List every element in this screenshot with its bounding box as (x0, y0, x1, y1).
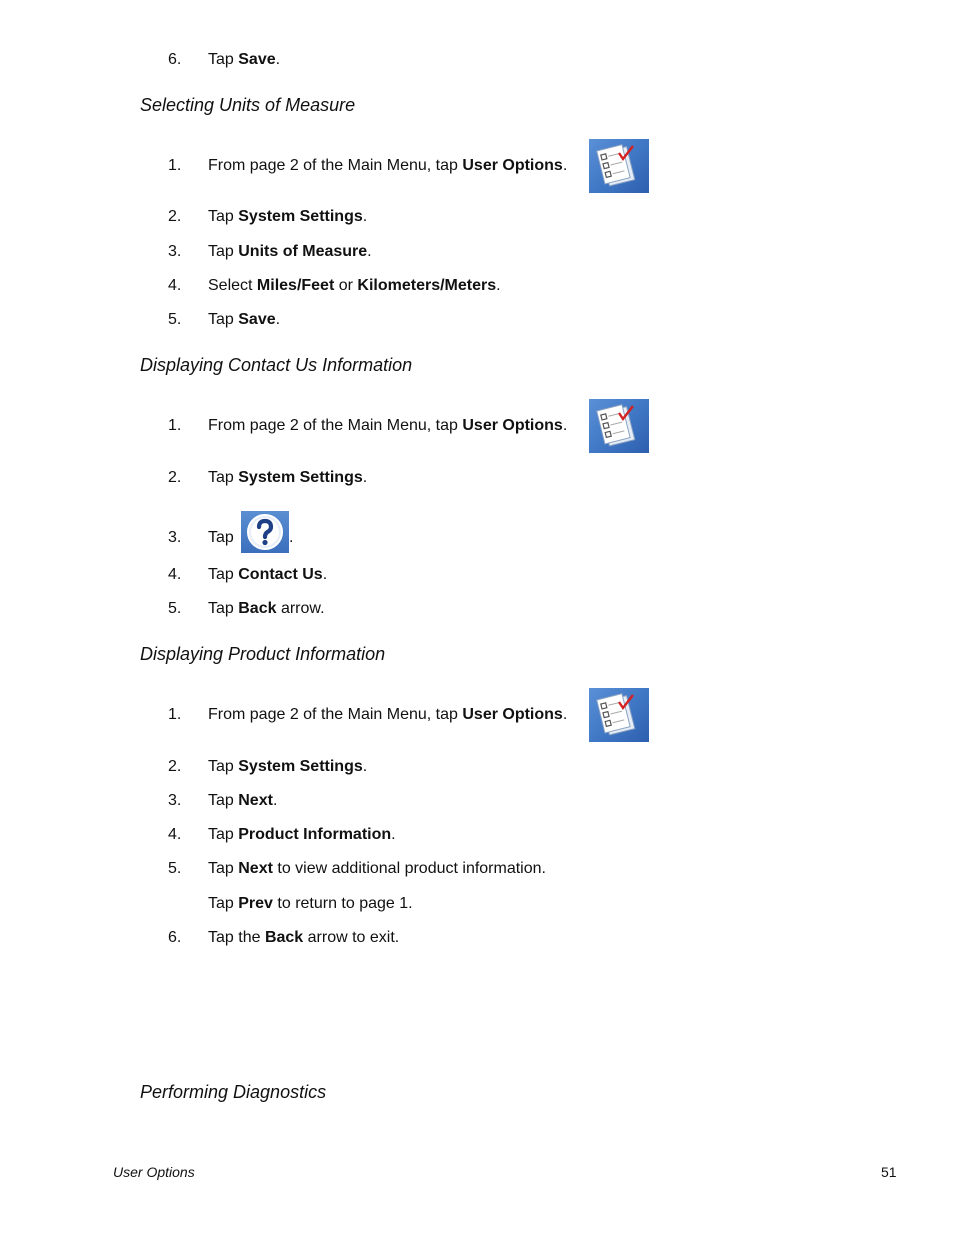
step-number: 4. (168, 277, 182, 294)
step-text: Tap Next to view additional product information. (208, 860, 546, 877)
step-text: Tap System Settings. (208, 469, 368, 486)
step-number: 3. (168, 792, 182, 809)
step-number: 5. (168, 311, 182, 328)
step-number: 1. (168, 706, 182, 723)
step-number: 6. (168, 51, 182, 68)
step-number: 6. (168, 929, 182, 946)
step-number: 2. (168, 208, 182, 225)
step-text: Tap Save. (208, 311, 281, 328)
page-number: 51 (881, 1164, 897, 1180)
step-number: 5. (168, 860, 182, 877)
step-number: 1. (168, 417, 182, 434)
step-text: Tap Contact Us. (208, 566, 328, 583)
step-text: Tap Product Information. (208, 826, 396, 843)
step-text: Select Miles/Feet or Kilometers/Meters. (208, 277, 501, 294)
step-punctuation: . (289, 529, 294, 546)
footer-section-title: User Options (113, 1164, 195, 1180)
user-options-checklist-icon (589, 399, 649, 453)
step-text: From page 2 of the Main Menu, tap User Options. (208, 157, 568, 174)
step-text: Tap System Settings. (208, 758, 368, 775)
question-mark-icon (241, 511, 289, 553)
step-text: From page 2 of the Main Menu, tap User Options. (208, 417, 568, 434)
step-number: 5. (168, 600, 182, 617)
step-number: 2. (168, 469, 182, 486)
step-text: Tap Back arrow. (208, 600, 325, 617)
step-number: 4. (168, 566, 182, 583)
step-text: Tap Save. (208, 51, 281, 68)
section-heading-diagnostics: Performing Diagnostics (140, 1082, 327, 1102)
step-text: From page 2 of the Main Menu, tap User Options. (208, 706, 568, 723)
step-number: 3. (168, 243, 182, 260)
user-options-checklist-icon (589, 688, 649, 742)
step-text: Tap Next. (208, 792, 278, 809)
step-text: Tap the Back arrow to exit. (208, 929, 400, 946)
section-heading-units: Selecting Units of Measure (140, 95, 356, 115)
step-subtext: Tap Prev to return to page 1. (208, 895, 413, 912)
step-text: Tap (208, 529, 234, 546)
step-text: Tap Units of Measure. (208, 243, 372, 260)
step-number: 2. (168, 758, 182, 775)
section-heading-product: Displaying Product Information (140, 644, 386, 664)
user-options-checklist-icon (589, 139, 649, 193)
step-number: 1. (168, 157, 182, 174)
step-text: Tap System Settings. (208, 208, 368, 225)
step-number: 4. (168, 826, 182, 843)
section-heading-contact: Displaying Contact Us Information (140, 355, 413, 375)
step-number: 3. (168, 529, 182, 546)
